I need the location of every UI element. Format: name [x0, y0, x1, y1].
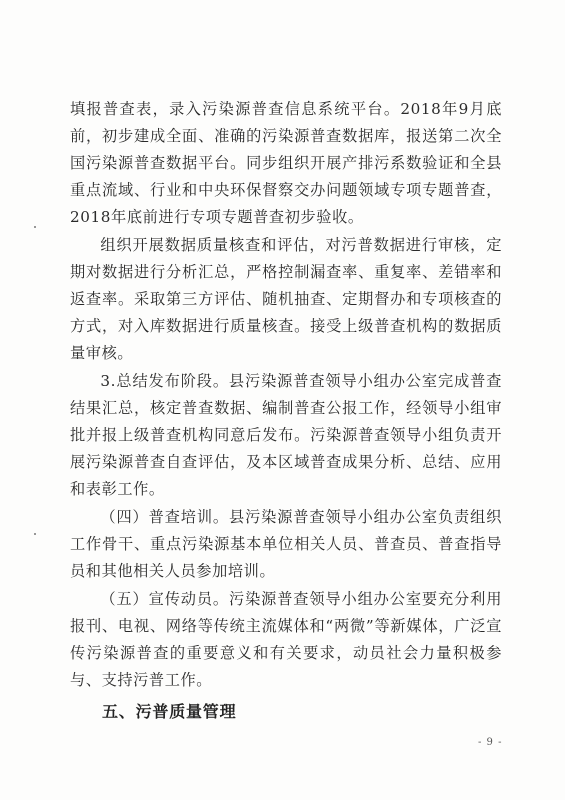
section-heading: 五、污普质量管理	[102, 702, 237, 721]
paragraph-2: 组织开展数据质量核查和评估，对污普数据进行审核，定期对数据进行分析汇总，严格控制漏查率、重复率、差错率和返查率。采取第三方评估、随机抽查、定期督办和专项核查的方式，对入库数据进行质量核查。接受上级普查机构的数据质量审核。	[70, 236, 502, 362]
paragraph-1: 填报普查表，录入污染源普查信息系统平台。2018年9月底前，初步建成全面、准确的污染源普查数据库，报送第二次全国污染源普查数据平台。同步组织开展产排污系数验证和全县重点流域、行业和中央环保督察交办问题领域专项专题普查，2018年底前进行专项专题普查初步验收。	[70, 100, 502, 226]
scan-speck	[34, 226, 36, 228]
paragraph-4: （四）普查培训。县污染源普查领导小组办公室负责组织工作骨干、重点污染源基本单位相关人员、普查员、普查指导员和其他相关人员参加培训。	[70, 508, 502, 580]
scan-speck	[34, 533, 36, 535]
paragraph-5: （五）宣传动员。污染源普查领导小组办公室要充分利用报刊、电视、网络等传统主流媒体和“两微”等新媒体，广泛宣传污染源普查的重要意义和有关要求，动员社会力量积极参与、支持污普工作。	[70, 590, 502, 689]
page-number: - 9 -	[478, 737, 503, 748]
paragraph-3: 3.总结发布阶段。县污染源普查领导小组办公室完成普查结果汇总，核定普查数据、编制普查公报工作，经领导小组审批并报上级普查机构同意后发布。污染源普查领导小组负责开展污染源普查自查评估，及本区域普查成果分析、总结、应用和表彰工作。	[70, 372, 502, 498]
